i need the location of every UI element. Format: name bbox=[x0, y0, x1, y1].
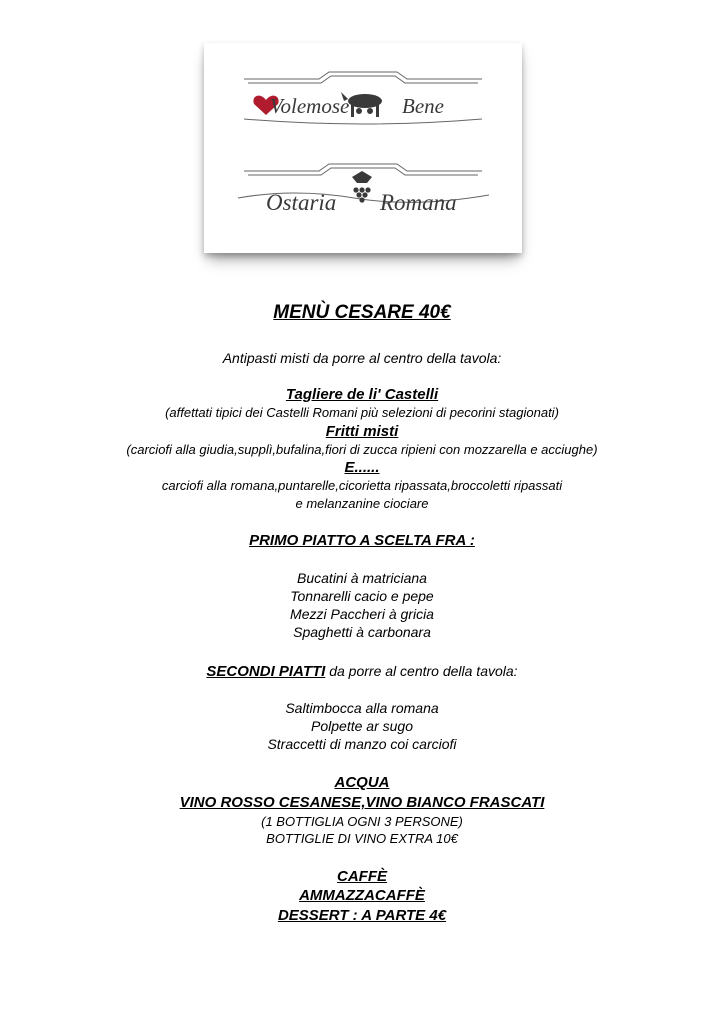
svg-text:Volemose: Volemose bbox=[270, 94, 350, 118]
antipasti-intro: Antipasti misti da porre al centro della tavola: bbox=[222, 350, 502, 366]
primo-item: Spaghetti à carbonara bbox=[293, 624, 431, 640]
secondi-heading bbox=[0, 661, 724, 681]
taglieri-description: (affettati tipici dei Castelli Romani più selezioni di pecorini stagionati) bbox=[165, 405, 559, 420]
primo-piatto-title: PRIMO PIATTO A SCELTA FRA : bbox=[249, 532, 475, 549]
e-description-line-2: e melanzanine ciociare bbox=[295, 496, 429, 511]
vino-note-1: (1 BOTTIGLIA OGNI 3 PERSONE) bbox=[261, 814, 463, 829]
e-title: E...... bbox=[344, 459, 380, 476]
vino-note-2: BOTTIGLIE DI VINO EXTRA 10€ bbox=[266, 831, 458, 846]
menu-title: MENÙ CESARE 40€ bbox=[273, 302, 451, 323]
e-description-line-1: carciofi alla romana,puntarelle,cicorietta ripassata,broccoletti ripassati bbox=[161, 478, 563, 493]
svg-text:Bene: Bene bbox=[402, 94, 444, 118]
restaurant-logo-card bbox=[204, 43, 522, 253]
dessert-label: DESSERT : A PARTE 4€ bbox=[277, 907, 447, 924]
primo-item: Bucatini à matriciana bbox=[297, 570, 427, 586]
secondo-item: Saltimbocca alla romana bbox=[285, 700, 439, 716]
taglieri-title: Tagliere de li' Castelli bbox=[285, 386, 439, 403]
secondo-item: Polpette ar sugo bbox=[311, 718, 413, 734]
acqua-label: ACQUA bbox=[334, 774, 390, 791]
ammazzacaffe-label: AMMAZZACAFFÈ bbox=[299, 887, 425, 904]
caffe-label: CAFFÈ bbox=[337, 868, 387, 885]
secondi-title: SECONDI PIATTI bbox=[206, 663, 326, 680]
fritti-title: Fritti misti bbox=[325, 423, 399, 440]
vino-label: VINO ROSSO CESANESE,VINO BIANCO FRASCATI bbox=[179, 794, 545, 811]
secondo-item: Straccetti di manzo coi carciofi bbox=[267, 736, 457, 752]
svg-text:Romana: Romana bbox=[380, 190, 457, 215]
menu-content bbox=[0, 300, 724, 926]
restaurant-logo bbox=[204, 43, 522, 253]
svg-text:Ostaria: Ostaria bbox=[266, 190, 337, 215]
primo-item: Mezzi Paccheri à gricia bbox=[290, 606, 434, 622]
fritti-description: (carciofi alla giudia,supplì,bufalina,fiori di zucca ripieni con mozzarella e acciughe) bbox=[126, 442, 598, 457]
primo-item: Tonnarelli cacio e pepe bbox=[290, 588, 434, 604]
secondi-intro: da porre al centro della tavola: bbox=[325, 663, 518, 679]
